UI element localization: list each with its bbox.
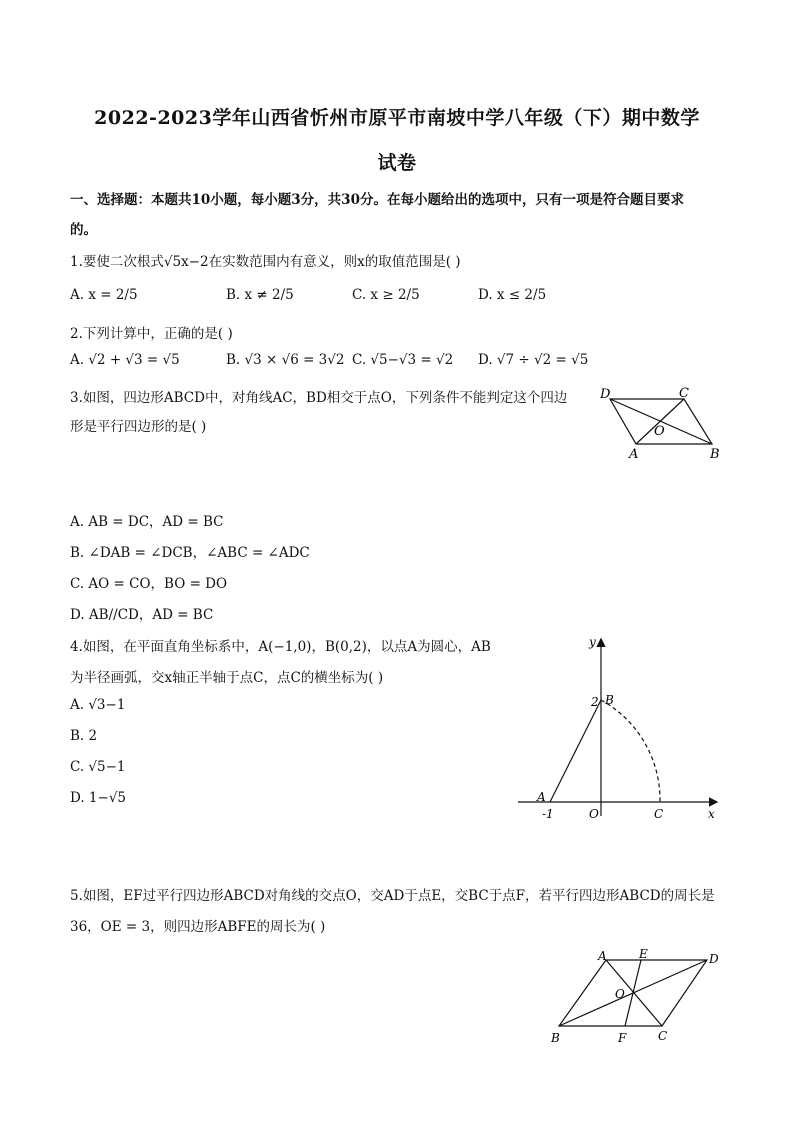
q5-segment-ef <box>625 960 641 1026</box>
q3-figure <box>596 382 726 462</box>
q3-stem-line2: 形是平行四边形的是( ) <box>70 419 207 435</box>
q3-option-b: B. ∠DAB = ∠DCB，∠ABC = ∠ADC <box>70 545 310 561</box>
q4-option-c: C. √5−1 <box>70 759 126 775</box>
q5-label-e: E <box>639 947 648 961</box>
q4-option-a: A. √3−1 <box>70 697 126 713</box>
q3-option-c: C. AO = CO，BO = DO <box>70 576 228 592</box>
q2-option-c: C. √5−√3 = √2 <box>352 352 454 368</box>
q3-stem-line1: 3.如图，四边形ABCD中，对角线AC，BD相交于点O，下列条件不能判定这个四边 <box>70 390 568 406</box>
q4-label-b: B <box>605 693 614 707</box>
exam-title-line2: 试卷 <box>377 152 417 174</box>
q5-stem-line2: 36，OE = 3，则四边形ABFE的周长为( ) <box>70 919 326 935</box>
q3-label-a: A <box>629 447 639 462</box>
q4-stem-line2: 为半径画弧，交x轴正半轴于点C，点C的横坐标为( ) <box>70 670 384 686</box>
q3-label-d: D <box>600 387 611 402</box>
q4-figure <box>514 630 724 824</box>
q4-arc-bc <box>601 700 660 802</box>
q5-stem-line1: 5.如图，EF过平行四边形ABCD对角线的交点O，交AD于点E，交BC于点F，若平行四边形ABCD的周长是 <box>70 888 715 904</box>
q3-label-c: C <box>679 386 689 401</box>
q3-option-a: A. AB = DC，AD = BC <box>70 514 224 530</box>
q4-label-a: A <box>537 790 546 804</box>
q4-label-y: y <box>589 635 596 649</box>
q5-label-d: D <box>709 952 719 966</box>
q1-option-b: B. x ≠ 2/5 <box>226 287 294 303</box>
q2-stem: 2.下列计算中，正确的是( ) <box>70 326 233 342</box>
q2-option-d: D. √7 ÷ √2 = √5 <box>478 352 589 368</box>
q3-option-d: D. AB//CD，AD = BC <box>70 607 214 623</box>
q4-label-minus1: -1 <box>542 807 554 821</box>
q4-option-d: D. 1−√5 <box>70 790 127 806</box>
q1-option-a: A. x = 2/5 <box>70 287 138 303</box>
q5-label-b: B <box>551 1031 560 1045</box>
q4-label-two: 2 <box>591 695 599 709</box>
q2-option-a: A. √2 + √3 = √5 <box>70 352 180 368</box>
q5-label-o: O <box>615 987 625 1001</box>
exam-title-line1: 2022-2023学年山西省忻州市原平市南坡中学八年级（下）期中数学 <box>94 107 700 129</box>
section-instructions-line2: 的。 <box>70 222 97 238</box>
q1-option-d: D. x ≤ 2/5 <box>478 287 547 303</box>
q3-label-b: B <box>710 447 720 462</box>
q1-option-c: C. x ≥ 2/5 <box>352 287 420 303</box>
q4-label-o: O <box>589 807 599 821</box>
q1-stem: 1.要使二次根式√5x−2在实数范围内有意义，则x的取值范围是( ) <box>70 254 461 270</box>
section-instructions-line1: 一、选择题：本题共10小题，每小题3分，共30分。在每小题给出的选项中，只有一项是符合题目要求 <box>70 192 684 208</box>
q4-segment-ab <box>550 700 601 802</box>
q3-label-o: O <box>654 424 665 439</box>
q5-label-a: A <box>598 949 607 963</box>
q4-label-c: C <box>654 807 664 821</box>
q4-stem-line1: 4.如图，在平面直角坐标系中，A(−1,0)，B(0,2)，以点A为圆心，AB <box>70 639 491 655</box>
q2-option-b: B. √3 × √6 = 3√2 <box>226 352 345 368</box>
q4-option-b: B. 2 <box>70 728 98 744</box>
q5-label-c: C <box>658 1029 668 1043</box>
q5-label-f: F <box>618 1031 627 1045</box>
q5-figure <box>544 946 726 1046</box>
q4-label-x: x <box>708 807 715 821</box>
